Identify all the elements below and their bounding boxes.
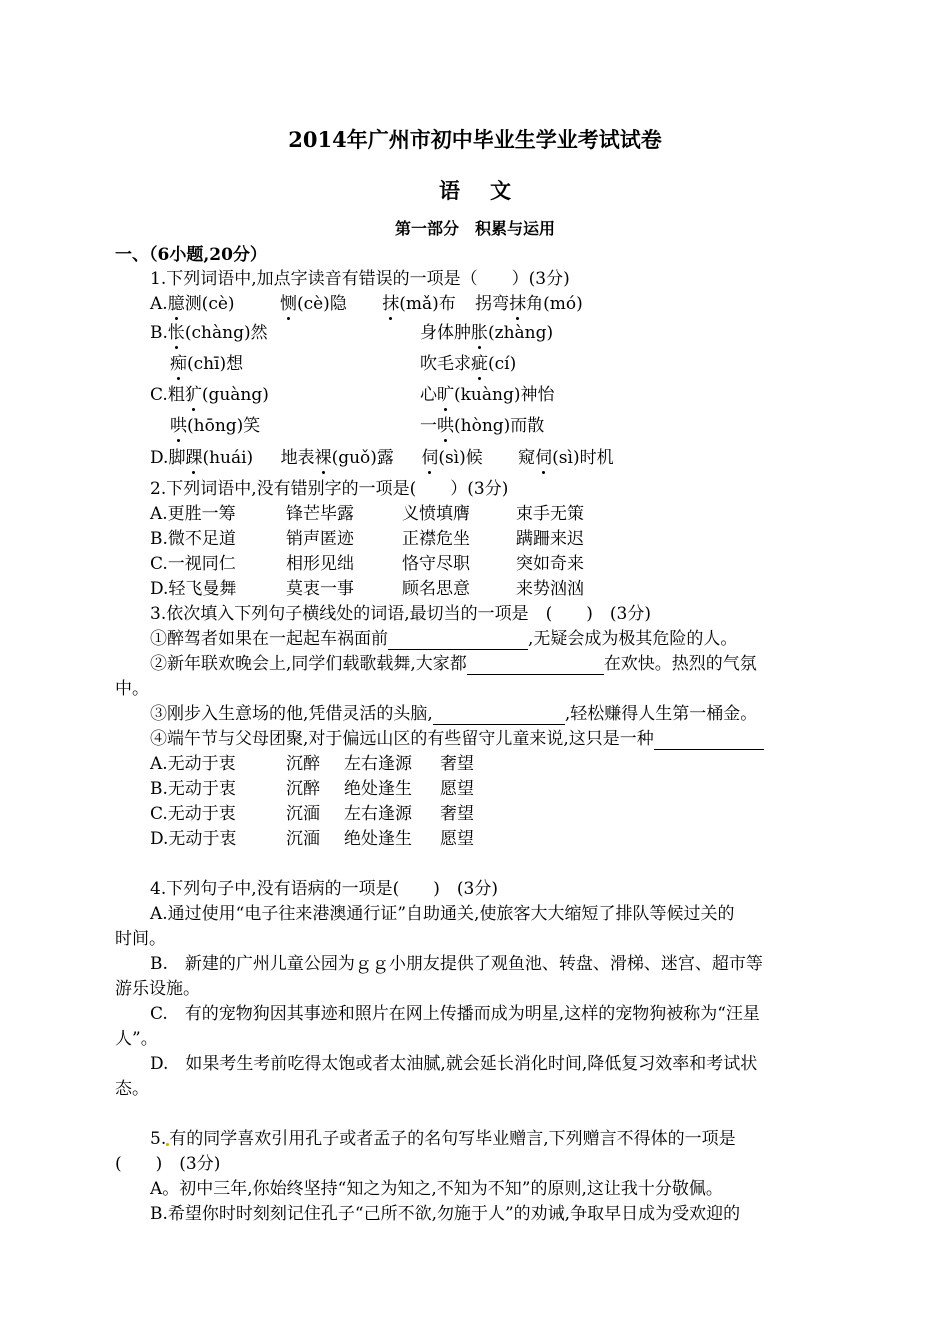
q3-option-c-4: 奢望 — [440, 804, 474, 824]
q2-option-c-4: 突如奇来 — [516, 554, 584, 574]
fill-blank — [388, 631, 528, 650]
q2-option-a-2: 锋芒毕露 — [286, 504, 354, 524]
fill-blank — [433, 706, 565, 725]
pinyin-text: (guàng) — [201, 385, 269, 405]
dotted-char: 恻 — [279, 294, 297, 314]
q3-stem: 3.依次填入下列句子横线处的词语,最切当的一项是 ( ) (3分) — [150, 604, 651, 624]
q5-stem — [150, 1128, 736, 1150]
q3-sentence-1 — [150, 628, 737, 650]
sentence-text: ④端午节与父母团聚,对于偏远山区的有些留守儿童来说,这只是一种 — [150, 729, 654, 749]
q3-sentence-4 — [150, 728, 764, 750]
q4-option-b: B. 新建的广州儿童公园为ｇｇ小朋友提供了观鱼池、转盘、滑梯、迷宫、超市等 — [150, 954, 763, 974]
sentence-text: ②新年联欢晚会上,同学们载歌载舞,大家都 — [150, 654, 467, 674]
q3-option-b-1: B.无动于衷 — [150, 779, 236, 799]
sentence-text: ,轻松赚得人生第一桶金。 — [564, 704, 758, 724]
word-text: 身体肿 — [420, 323, 471, 343]
dotted-char: 疵 — [471, 354, 488, 374]
q1-d-label: D. — [150, 448, 169, 468]
dotted-char: 痴 — [170, 354, 187, 374]
q4-option-a-cont: 时间。 — [115, 929, 166, 949]
q3-option-a-1: A.无动于衷 — [150, 754, 236, 774]
dotted-char: 伺 — [421, 448, 439, 468]
q2-option-b-4: 蹒跚来迟 — [516, 529, 584, 549]
word-text: 心 — [420, 385, 437, 405]
q3-option-c-2: 沉湎 — [286, 804, 320, 824]
word-text: 粗 — [167, 385, 185, 405]
sentence-text: ③刚步入生意场的他,凭借灵活的头脑, — [150, 704, 433, 724]
q3-sentence-2-cont: 中。 — [115, 679, 149, 699]
word-text: 一 — [420, 416, 437, 436]
q1-option-d — [150, 447, 614, 469]
section-heading: 一、（6小题,20分） — [115, 245, 267, 265]
pinyin-text: 角(mó) — [526, 294, 583, 314]
sentence-text: ,无疑会成为极其危险的人。 — [528, 629, 738, 649]
q1-option-a — [150, 293, 583, 315]
q4-option-d: D. 如果考生考前吃得太饱或者太油腻,就会延长消化时间,降低复习效率和考试状 — [150, 1054, 758, 1074]
dotted-char: 哄 — [170, 416, 187, 436]
q3-option-b-2: 沉醉 — [286, 779, 320, 799]
q3-option-d-2: 沉湎 — [286, 829, 320, 849]
q1-option-b-line2 — [170, 353, 243, 375]
q4-stem: 4.下列句子中,没有语病的一项是( ) (3分) — [150, 879, 498, 899]
q5-stem-text: 有的同学喜欢引用孔子或者孟子的名句写毕业赠言,下列赠言不得体的一项是 — [169, 1129, 736, 1149]
q5-option-b: B.希望你时时刻刻记住孔子“己所不欲,勿施于人”的劝诫,争取早日成为受欢迎的 — [150, 1204, 741, 1224]
word-text: 拐弯 — [475, 294, 510, 314]
q3-option-d-4: 愿望 — [440, 829, 474, 849]
word-text: 窥 — [518, 448, 536, 468]
exam-title: 2014年广州市初中毕业生学业考试试卷 — [288, 127, 662, 152]
q3-option-d-3: 绝处逢生 — [344, 829, 412, 849]
pinyin-text: (hòng)而散 — [454, 416, 545, 436]
q3-option-a-4: 奢望 — [440, 754, 474, 774]
q1-stem: 1.下列词语中,加点字读音有错误的一项是（ ）(3分) — [150, 269, 570, 289]
q3-option-d-1: D.无动于衷 — [150, 829, 237, 849]
q5-stem-cont: ( ) (3分) — [115, 1154, 221, 1174]
q1-option-c-line1 — [150, 384, 269, 406]
q4-option-b-cont: 游乐设施。 — [115, 979, 200, 999]
q2-option-d-2: 莫衷一事 — [286, 579, 354, 599]
fill-blank — [654, 731, 764, 750]
dotted-char: 怅 — [167, 323, 185, 343]
q4-option-c-cont: 人”。 — [115, 1029, 158, 1049]
q1-option-b-line2-right — [420, 353, 516, 375]
word-text: 吹毛求 — [420, 354, 471, 374]
dotted-char: 犷 — [184, 385, 202, 405]
pinyin-text: (cè)隐 — [296, 294, 347, 314]
dotted-char: 臆 — [167, 294, 185, 314]
pinyin-text: (sì)时机 — [552, 448, 614, 468]
subject-title: 语文 — [439, 178, 541, 203]
q2-option-a-3: 义愤填膺 — [402, 504, 470, 524]
dotted-char: 胀 — [471, 323, 488, 343]
q4-option-a: A.通过使用“电子往来港澳通行证”自助通关,使旅客大大缩短了排队等候过关的 — [150, 904, 735, 924]
part-heading: 第一部分 积累与运用 — [394, 219, 555, 238]
q2-option-c-2: 相形见绌 — [286, 554, 354, 574]
q3-sentence-3 — [150, 703, 757, 725]
q2-a-1: A.更胜一筹 — [150, 504, 236, 524]
dotted-char: 裸 — [314, 448, 332, 468]
q1-option-c-line2 — [170, 415, 260, 437]
q4-option-d-cont: 态。 — [115, 1079, 149, 1099]
pinyin-text: (zhàng) — [488, 323, 554, 343]
q2-option-d-4: 来势汹汹 — [516, 579, 584, 599]
q1-option-b-line1 — [150, 322, 268, 344]
q2-option-c-3: 恪守尽职 — [402, 554, 470, 574]
q3-option-c-3: 左右逢源 — [344, 804, 412, 824]
q3-option-b-3: 绝处逢生 — [344, 779, 412, 799]
word-text: 地表 — [280, 448, 315, 468]
q2-option-d-3: 顾名思意 — [402, 579, 470, 599]
sentence-text: 在欢快。热烈的气氛 — [603, 654, 757, 674]
q3-option-a-2: 沉醉 — [286, 754, 320, 774]
q3-sentence-2 — [150, 653, 757, 675]
q2-option-b-1: B.微不足道 — [150, 529, 236, 549]
q2-option-a-4: 束手无策 — [516, 504, 584, 524]
sentence-text: ①醉驾者如果在一起起车祸面前 — [150, 629, 388, 649]
pinyin-text: (chī)想 — [187, 354, 244, 374]
q2-option-c-1: C.一视同仁 — [150, 554, 236, 574]
dotted-char: 踝 — [185, 448, 203, 468]
q1-option-c-line1-right — [420, 384, 554, 406]
q1-option-c-line2-right — [420, 415, 544, 437]
q4-option-c: C. 有的宠物狗因其事迹和照片在网上传播而成为明星,这样的宠物狗被称为“汪星 — [150, 1004, 760, 1024]
q1-option-b-line1-right — [420, 322, 553, 344]
q5-option-a: A。初中三年,你始终坚持“知之为知之,不知为不知”的原则,这让我十分敬佩。 — [150, 1179, 723, 1199]
q2-option-b-2: 销声匿迹 — [286, 529, 354, 549]
q3-option-a-3: 左右逢源 — [344, 754, 412, 774]
dotted-char: 旷 — [437, 385, 454, 405]
q2-option-b-3: 正襟危坐 — [402, 529, 470, 549]
q5-number: 5. — [150, 1129, 167, 1149]
q2-option-a — [150, 503, 236, 525]
pinyin-text: (cí) — [488, 354, 517, 374]
pinyin-text: (sì)候 — [438, 448, 483, 468]
fill-blank — [467, 656, 604, 675]
q2-stem: 2.下列词语中,没有错别字的一项是( ）(3分) — [150, 479, 509, 499]
q3-option-c-1: C.无动于衷 — [150, 804, 236, 824]
word-text: 脚 — [168, 448, 186, 468]
pinyin-text: (guǒ)露 — [331, 448, 394, 468]
q2-option-d-1: D.轻飞曼舞 — [150, 579, 237, 599]
q1-b-label: B. — [150, 323, 168, 343]
dotted-char: 伺 — [535, 448, 553, 468]
pinyin-text: (huái) — [202, 448, 254, 468]
pinyin-text: (hōng)笑 — [187, 416, 261, 436]
pinyin-text: (kuàng)神怡 — [454, 385, 555, 405]
dotted-char: 哄 — [437, 416, 454, 436]
q1-a-label: A. — [150, 294, 168, 314]
dotted-char: 抹 — [509, 294, 527, 314]
q1-c-label: C. — [150, 385, 168, 405]
pinyin-text: 测(cè) — [184, 294, 235, 314]
dotted-char: 抹 — [382, 294, 400, 314]
q3-option-b-4: 愿望 — [440, 779, 474, 799]
pinyin-text: (chàng)然 — [184, 323, 268, 343]
pinyin-text: (mǎ)布 — [399, 294, 456, 314]
